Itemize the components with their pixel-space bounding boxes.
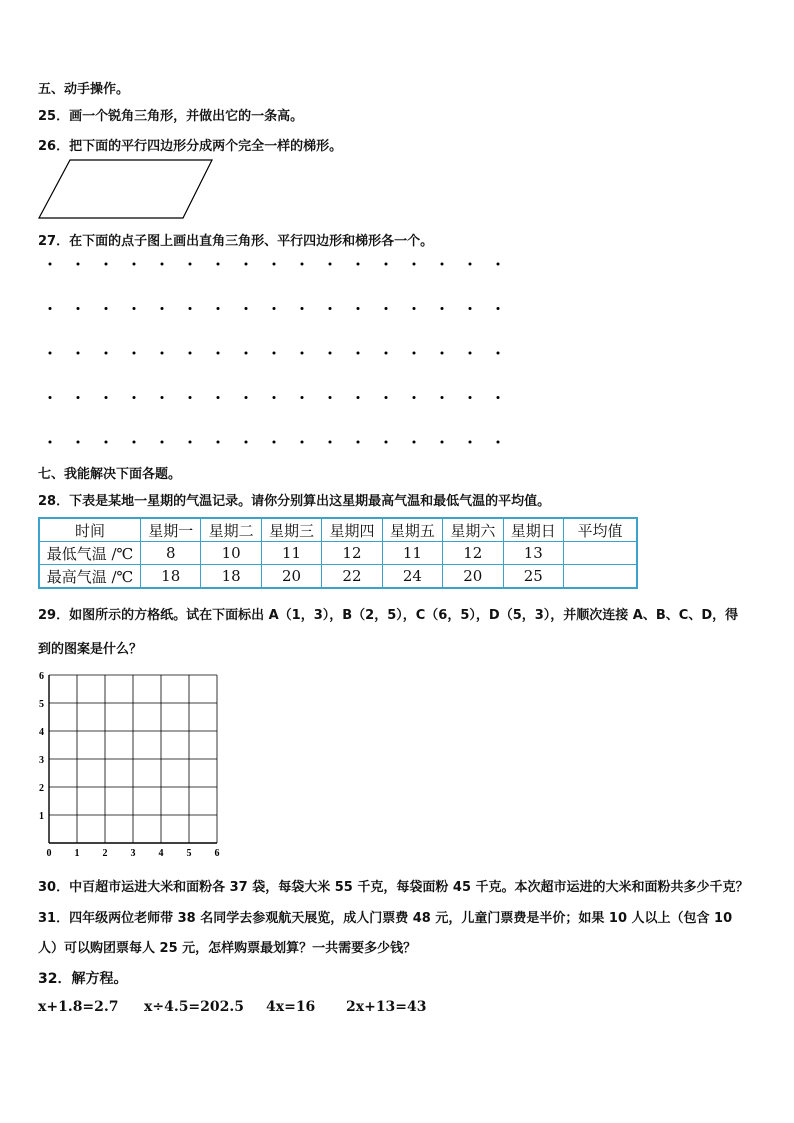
grid-dot[interactable] — [357, 263, 360, 266]
grid-dot[interactable] — [245, 263, 248, 266]
table-row — [39, 542, 637, 565]
grid-dot[interactable] — [413, 263, 416, 266]
grid-dot[interactable] — [469, 441, 472, 444]
header-cell: 星期四 — [322, 518, 382, 542]
grid-dot[interactable] — [301, 441, 304, 444]
question-31-line-1: 31．四年级两位老师带 38 名同学去参观航天展览，成人门票费 48 元，儿童门票费是半价；如果 10 人以上（包含 10 — [38, 911, 733, 926]
table-cell: 20 — [261, 565, 321, 589]
grid-dot[interactable] — [385, 307, 388, 310]
grid-dot[interactable] — [497, 263, 500, 266]
grid-dot[interactable] — [385, 396, 388, 399]
grid-dot[interactable] — [329, 307, 332, 310]
grid-dot[interactable] — [189, 352, 192, 355]
grid-dot[interactable] — [161, 307, 164, 310]
header-cell: 平均值 — [564, 518, 638, 542]
grid-dot[interactable] — [469, 396, 472, 399]
table-cell: 10 — [201, 542, 261, 565]
grid-dot[interactable] — [273, 441, 276, 444]
coordinate-grid[interactable] — [36, 668, 236, 860]
table-cell: 11 — [261, 542, 321, 565]
grid-dot[interactable] — [301, 352, 304, 355]
grid-dot[interactable] — [133, 307, 136, 310]
question-26: 26．把下面的平行四边形分成两个完全一样的梯形。 — [38, 139, 343, 154]
grid-dot[interactable] — [189, 307, 192, 310]
header-cell: 星期日 — [503, 518, 563, 542]
grid-dot[interactable] — [217, 441, 220, 444]
y-tick-label: 3 — [39, 755, 44, 766]
temperature-table — [38, 517, 638, 589]
grid-dot[interactable] — [77, 263, 80, 266]
question-32: 32．解方程。 — [38, 971, 128, 987]
x-tick-label: 0 — [46, 848, 52, 859]
grid-dot[interactable] — [245, 307, 248, 310]
table-row — [39, 565, 637, 589]
table-cell: 24 — [382, 565, 442, 589]
grid-dot[interactable] — [217, 263, 220, 266]
section-seven-heading: 七、我能解决下面各题。 — [38, 467, 182, 482]
table-cell: 8 — [141, 542, 201, 565]
grid-dot[interactable] — [245, 441, 248, 444]
x-tick-label: 3 — [130, 848, 136, 859]
grid-dot[interactable] — [245, 396, 248, 399]
grid-dot[interactable] — [497, 307, 500, 310]
grid-dot[interactable] — [273, 352, 276, 355]
table-cell: 18 — [201, 565, 261, 589]
question-30: 30．中百超市运进大米和面粉各 37 袋，每袋大米 55 千克，每袋面粉 45 千克。本次超市运进的大米和面粉共多少千克？ — [38, 880, 749, 895]
grid-dot[interactable] — [469, 263, 472, 266]
grid-dot[interactable] — [133, 396, 136, 399]
table-cell: 11 — [382, 542, 442, 565]
grid-dot[interactable] — [413, 352, 416, 355]
grid-dot[interactable] — [133, 263, 136, 266]
header-cell: 时间 — [39, 518, 141, 542]
grid-dot[interactable] — [161, 441, 164, 444]
question-27: 27．在下面的点子图上画出直角三角形、平行四边形和梯形各一个。 — [38, 234, 434, 249]
grid-dot[interactable] — [329, 396, 332, 399]
grid-dot[interactable] — [301, 396, 304, 399]
grid-dot[interactable] — [77, 307, 80, 310]
header-cell: 星期六 — [443, 518, 503, 542]
grid-dot[interactable] — [357, 396, 360, 399]
header-cell: 星期三 — [261, 518, 321, 542]
grid-dot[interactable] — [497, 441, 500, 444]
y-tick-label: 2 — [39, 783, 44, 794]
grid-dot[interactable] — [357, 352, 360, 355]
grid-dot[interactable] — [133, 441, 136, 444]
grid-dot[interactable] — [301, 263, 304, 266]
grid-dot[interactable] — [189, 396, 192, 399]
grid-dot[interactable] — [441, 396, 444, 399]
table-cell: 18 — [141, 565, 201, 589]
grid-dot[interactable] — [385, 352, 388, 355]
parallelogram-figure — [36, 158, 216, 222]
grid-dot[interactable] — [217, 396, 220, 399]
header-cell: 星期二 — [201, 518, 261, 542]
grid-dot[interactable] — [329, 263, 332, 266]
table-cell: 12 — [443, 542, 503, 565]
grid-dot[interactable] — [105, 352, 108, 355]
table-cell: 22 — [322, 565, 382, 589]
equation: x+1.8=2.7 — [38, 999, 119, 1015]
grid-dot[interactable] — [49, 441, 52, 444]
grid-dot[interactable] — [357, 441, 360, 444]
grid-dot[interactable] — [413, 441, 416, 444]
grid-dot[interactable] — [105, 263, 108, 266]
grid-dot[interactable] — [273, 396, 276, 399]
table-cell: 25 — [503, 565, 563, 589]
grid-dot[interactable] — [497, 396, 500, 399]
grid-dot[interactable] — [133, 352, 136, 355]
table-cell: 13 — [503, 542, 563, 565]
grid-dot[interactable] — [357, 307, 360, 310]
y-tick-label: 4 — [39, 727, 44, 738]
grid-dot[interactable] — [329, 352, 332, 355]
grid-dot[interactable] — [301, 307, 304, 310]
question-28: 28．下表是某地一星期的气温记录。请你分别算出这星期最高气温和最低气温的平均值。 — [38, 494, 551, 509]
grid-dot[interactable] — [161, 263, 164, 266]
table-cell: 20 — [443, 565, 503, 589]
row-label: 最高气温 /℃ — [39, 565, 141, 589]
grid-dot[interactable] — [329, 441, 332, 444]
grid-dot[interactable] — [105, 441, 108, 444]
grid-dot[interactable] — [441, 263, 444, 266]
grid-dot[interactable] — [245, 352, 248, 355]
grid-dot[interactable] — [161, 396, 164, 399]
grid-dot[interactable] — [497, 352, 500, 355]
grid-dot[interactable] — [441, 441, 444, 444]
header-cell: 星期五 — [382, 518, 442, 542]
x-tick-label: 6 — [214, 848, 220, 859]
table-cell: 12 — [322, 542, 382, 565]
equation: 2x+13=43 — [346, 999, 427, 1015]
x-tick-label: 2 — [102, 848, 108, 859]
equation: x÷4.5=202.5 — [144, 999, 245, 1015]
table-header-row — [39, 518, 637, 542]
grid-dot[interactable] — [77, 396, 80, 399]
grid-dot[interactable] — [77, 352, 80, 355]
x-tick-label: 4 — [158, 848, 164, 859]
average-cell[interactable] — [564, 542, 638, 565]
x-tick-label: 5 — [186, 848, 192, 859]
grid-dot[interactable] — [49, 396, 52, 399]
equation: 4x=16 — [266, 999, 316, 1015]
question-29-line-1: 29．如图所示的方格纸。试在下面标出 A（1，3），B（2，5），C（6，5），D（5，3），并顺次连接 A、B、C、D，得 — [38, 608, 739, 623]
y-tick-label: 1 — [39, 811, 44, 822]
grid-dot[interactable] — [413, 396, 416, 399]
question-31-line-2: 人）可以购团票每人 25 元，怎样购票最划算？一共需要多少钱？ — [38, 941, 417, 956]
grid-dot[interactable] — [77, 441, 80, 444]
grid-dot[interactable] — [273, 263, 276, 266]
y-tick-label: 6 — [39, 671, 44, 682]
grid-dot[interactable] — [413, 307, 416, 310]
section-five-heading: 五、动手操作。 — [38, 82, 130, 97]
grid-dot[interactable] — [273, 307, 276, 310]
dot-grid[interactable] — [40, 255, 520, 455]
grid-dot[interactable] — [441, 307, 444, 310]
x-tick-label: 1 — [74, 848, 80, 859]
grid-dot[interactable] — [385, 263, 388, 266]
grid-dot[interactable] — [105, 396, 108, 399]
grid-dot[interactable] — [385, 441, 388, 444]
grid-dot[interactable] — [161, 352, 164, 355]
grid-dot[interactable] — [217, 352, 220, 355]
question-25: 25．画一个锐角三角形，并做出它的一条高。 — [38, 109, 304, 124]
grid-dot[interactable] — [49, 307, 52, 310]
average-cell[interactable] — [564, 565, 638, 589]
grid-dot[interactable] — [105, 307, 108, 310]
grid-dot[interactable] — [469, 307, 472, 310]
grid-dot[interactable] — [49, 263, 52, 266]
grid-dot[interactable] — [189, 263, 192, 266]
grid-dot[interactable] — [49, 352, 52, 355]
y-tick-label: 5 — [39, 699, 44, 710]
grid-dot[interactable] — [189, 441, 192, 444]
question-29-line-2: 到的图案是什么？ — [38, 642, 143, 657]
header-cell: 星期一 — [141, 518, 201, 542]
grid-dot[interactable] — [441, 352, 444, 355]
grid-dot[interactable] — [217, 307, 220, 310]
row-label: 最低气温 /℃ — [39, 542, 141, 565]
grid-dot[interactable] — [469, 352, 472, 355]
